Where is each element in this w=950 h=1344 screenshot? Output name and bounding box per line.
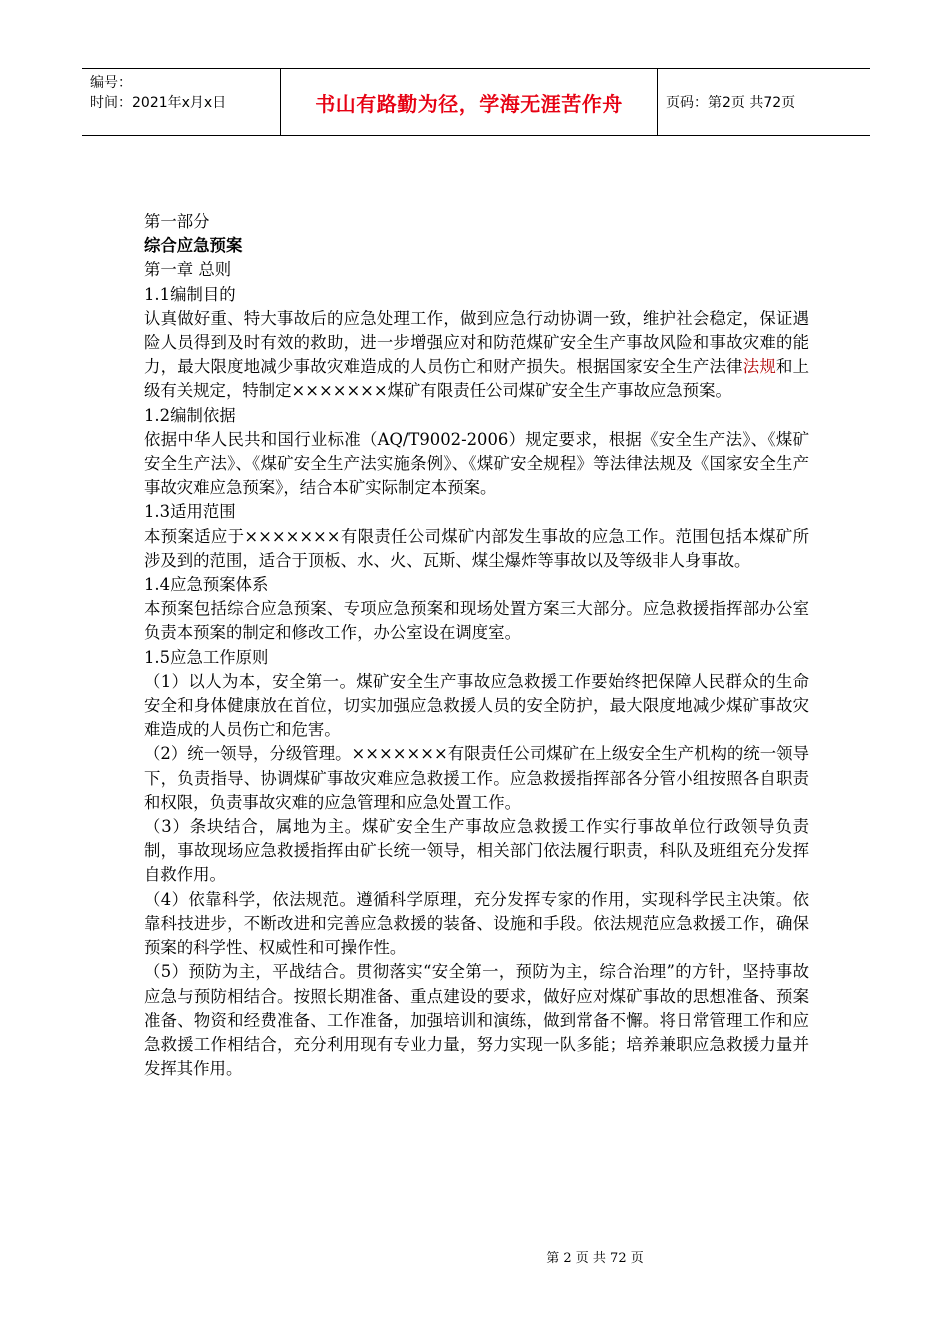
section-heading-1-4: 1.4应急预案体系	[144, 575, 269, 595]
section-heading-1-2: 1.2编制依据	[144, 405, 236, 425]
document-title: 综合应急预案	[144, 236, 243, 256]
page-footer: 第 2 页 共 72 页	[546, 1251, 644, 1266]
section-text-1-2: 依据中华人民共和国行业标准（AQ/T9002-2006）规定要求，根据《安全生产法》、《煤矿安全生产法》、《煤矿安全生产法实施条例》、《煤矿安全规程》等法律法规及《国家安全生产事故灾难应急预案》，结合本矿实际制定本预案。	[144, 429, 809, 498]
code-label: 编号：	[90, 75, 132, 91]
time-label: 时间：2021年x月x日	[90, 95, 227, 111]
principle-3: （3）条块结合，属地为主。煤矿安全生产事故应急救援工作实行事故单位行政领导负责制，事故现场应急救援指挥由矿长统一领导，相关部门依法履行职责，科队及班组充分发挥自救作用。	[144, 817, 809, 885]
part-label: 第一部分	[144, 212, 210, 231]
principle-4: （4）依靠科学，依法规范。遵循科学原理，充分发挥专家的作用，实现科学民主决策。依靠科技进步，不断改进和完善应急救援的装备、设施和手段。依法规范应急救援工作，确保预案的科学性、权威性和可操作性。	[144, 889, 809, 958]
header-meta	[82, 69, 280, 135]
document-body	[144, 210, 809, 1081]
section-text-1-4: 本预案包括综合应急预案、专项应急预案和现场处置方案三大部分。应急救援指挥部办公室负责本预案的制定和修改工作，办公室设在调度室。	[144, 599, 809, 643]
section-text-1-3: 本预案适应于×××××××有限责任公司煤矿内部发生事故的应急工作。范围包括本煤矿所涉及到的范围，适合于顶板、水、火、瓦斯、煤尘爆炸等事故以及等级非人身事故。	[144, 526, 809, 570]
section-text-1-1-link: 法规	[742, 357, 776, 377]
header-motto: 书山有路勤为径，学海无涯苦作舟	[280, 69, 658, 135]
section-text-1-1-b: 和上级有关规定，特制定×××××××煤矿有限责任公司煤矿安全生产事故应急预案。	[144, 357, 810, 401]
section-heading-1-1: 1.1编制目的	[144, 284, 236, 304]
principle-1: （1）以人为本，安全第一。煤矿安全生产事故应急救援工作要始终把保障人民群众的生命安全和身体健康放在首位，切实加强应急救援人员的安全防护，最大限度地减少煤矿事故灾难造成的人员伤亡和危害。	[144, 671, 809, 740]
section-heading-1-3: 1.3适用范围	[144, 502, 236, 522]
section-text-1-1-a: 认真做好重、特大事故后的应急处理工作，做到应急行动协调一致，维护社会稳定，保证遇险人员得到及时有效的救助，进一步增强应对和防范煤矿安全生产事故风险和事故灾难的能力，最大限度地减少事故灾难造成的人员伤亡和财产损失。根据国家安全生产法律	[144, 308, 809, 377]
principle-2: （2）统一领导，分级管理。×××××××有限责任公司煤矿在上级安全生产机构的统一领导下，负责指导、协调煤矿事故灾难应急救援工作。应急救援指挥部各分管小组按照各自职责和权限，负责事故灾难的应急管理和应急处置工作。	[144, 744, 809, 812]
chapter-heading: 第一章 总则	[144, 260, 232, 280]
principle-5: （5）预防为主，平战结合。贯彻落实“安全第一，预防为主，综合治理”的方针，坚持事故应急与预防相结合。按照长期准备、重点建设的要求，做好应对煤矿事故的思想准备、预案准备、物资和经费准备、工作准备，加强培训和演练，做到常备不懈。将日常管理工作和应急救援工作相结合，充分利用现有专业力量，努力实现一队多能；培养兼职应急救援力量并发挥其作用。	[144, 962, 809, 1079]
section-heading-1-5: 1.5应急工作原则	[144, 647, 269, 667]
page-header	[82, 68, 870, 136]
header-page-info: 页码：第2页 共72页	[666, 95, 796, 111]
section-text-1-1	[144, 307, 809, 404]
